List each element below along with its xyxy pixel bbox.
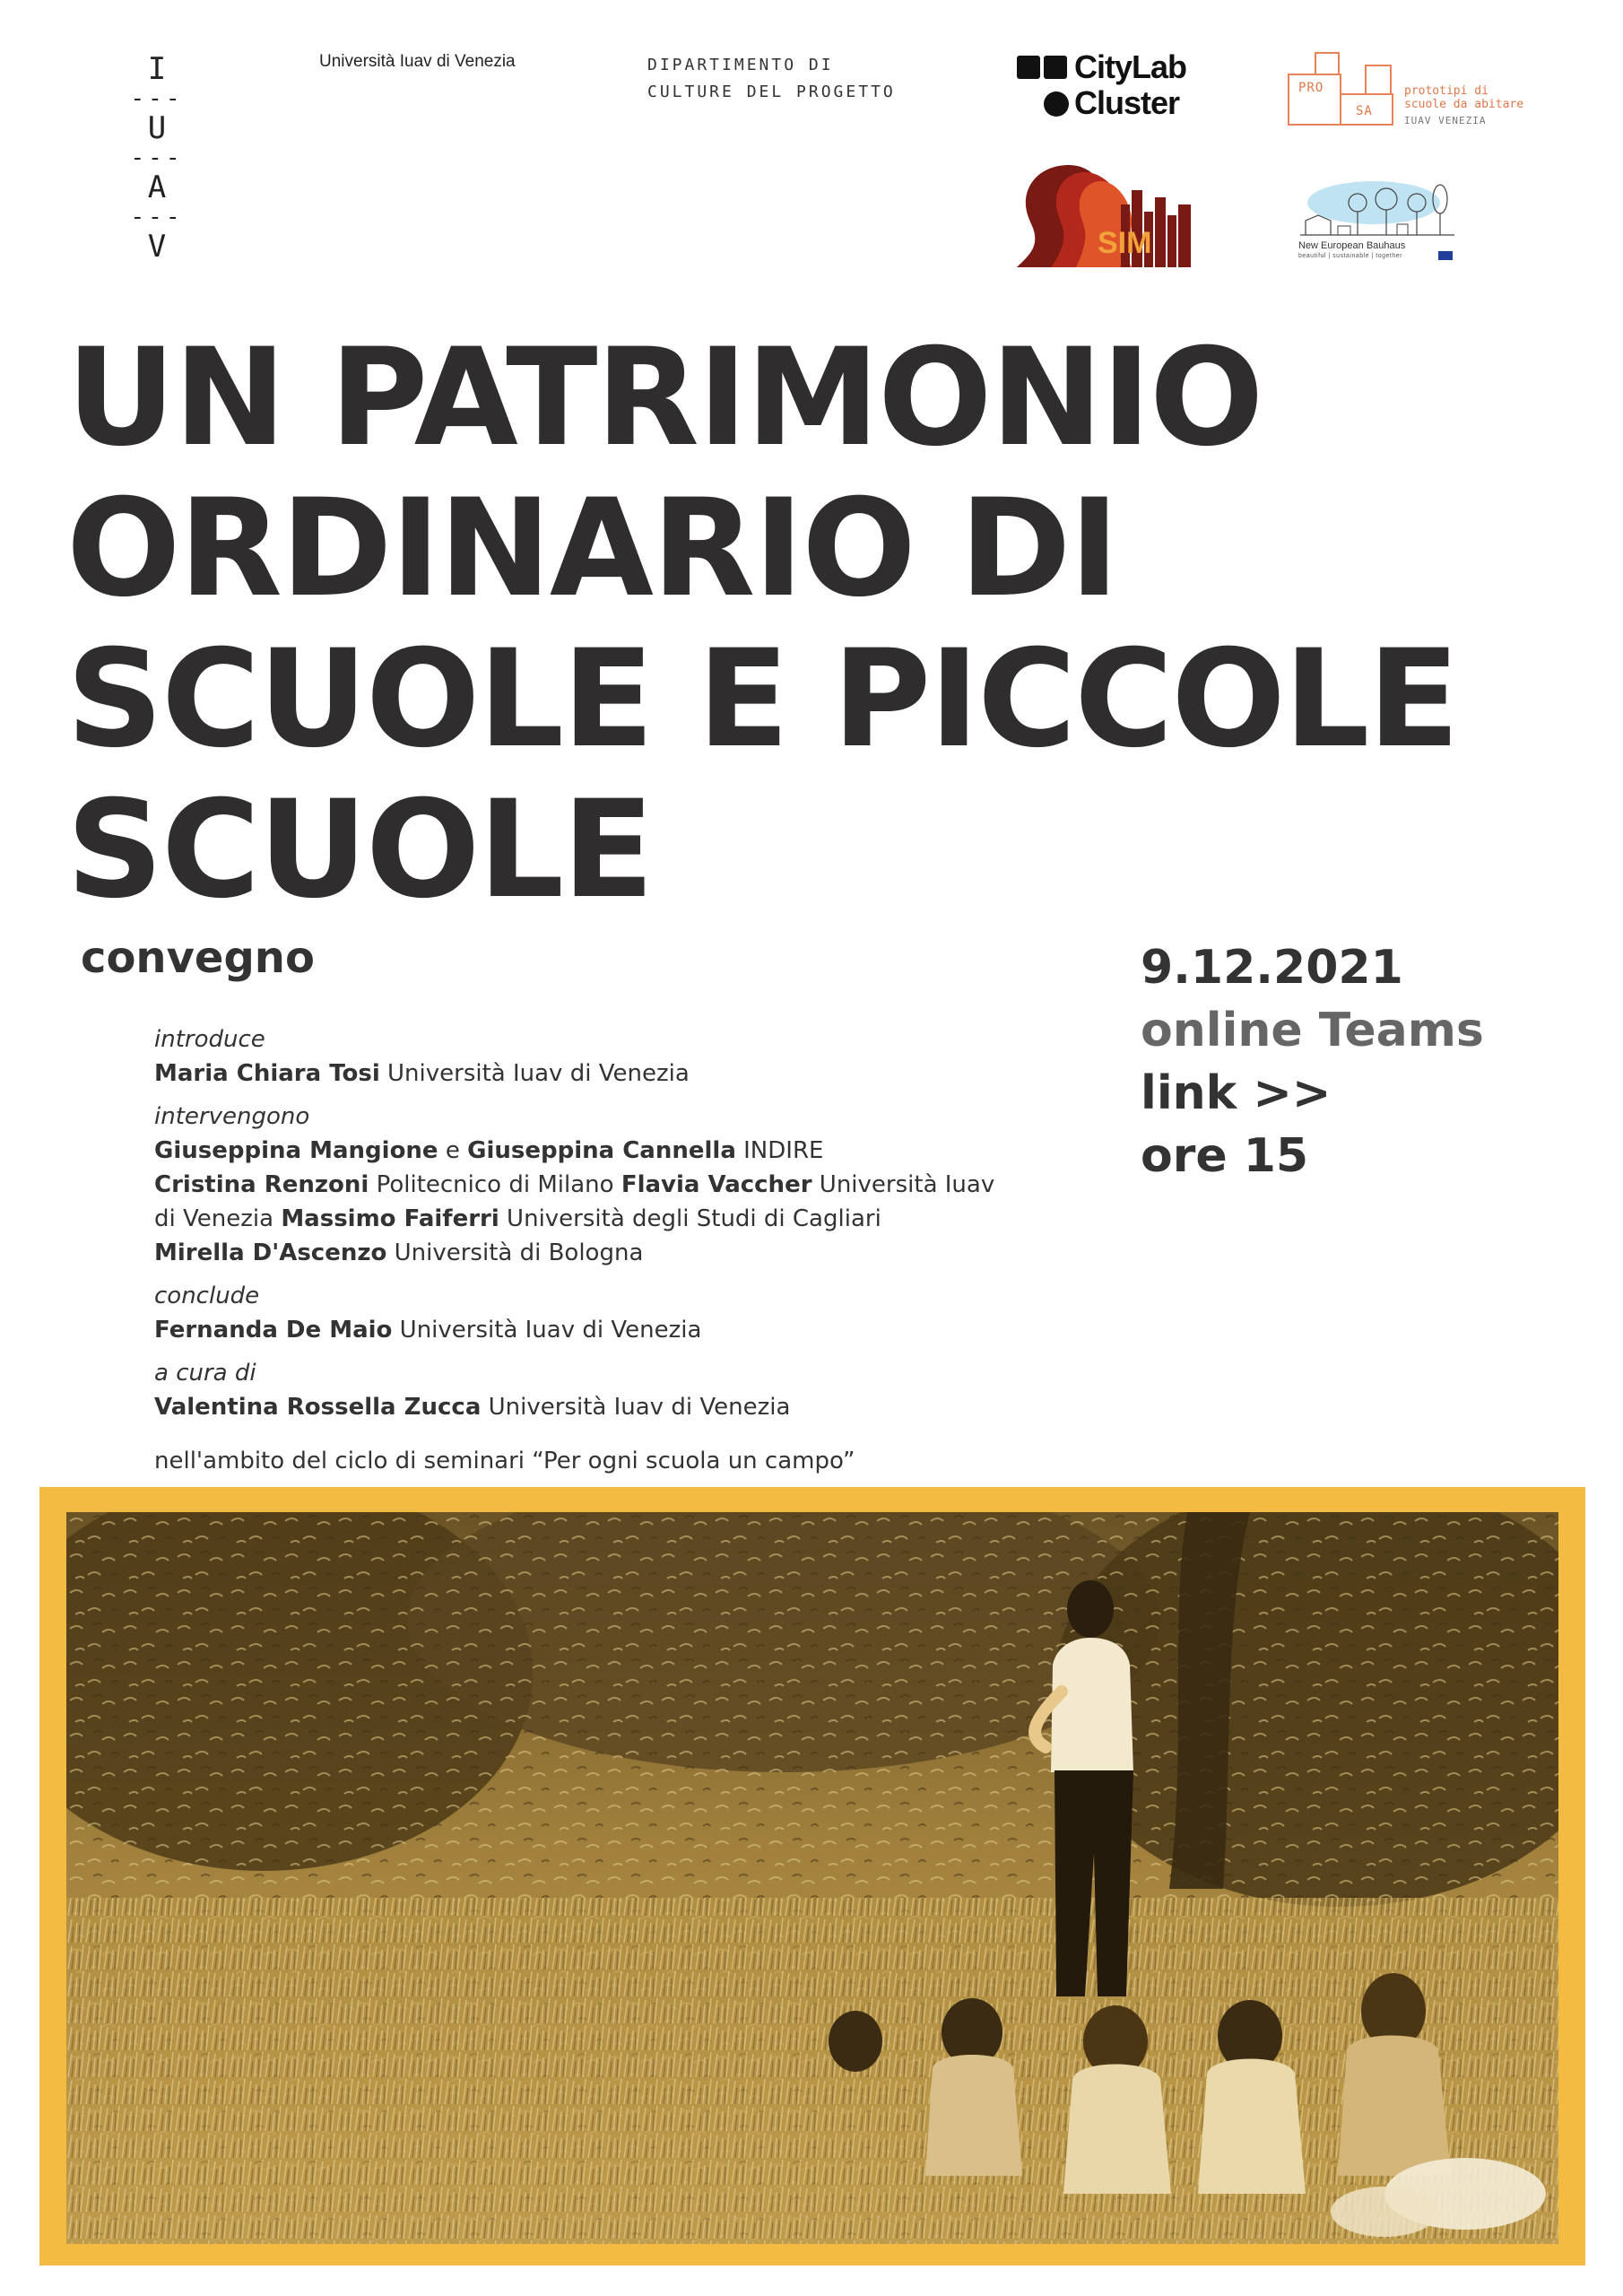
square-icon bbox=[1017, 56, 1040, 79]
sim-logo bbox=[1015, 160, 1194, 267]
event-photo bbox=[66, 1512, 1558, 2244]
role-label: a cura di bbox=[154, 1360, 256, 1387]
event-date: 9.12.2021 bbox=[1141, 941, 1403, 995]
speaker-name: Massimo Faiferri bbox=[281, 1205, 499, 1232]
speaker-name: Flavia Vaccher bbox=[621, 1171, 812, 1198]
new-european-bauhaus-logo bbox=[1297, 176, 1458, 262]
speaker-affiliation: di Venezia bbox=[154, 1205, 282, 1232]
speaker-affiliation: Università Iuav bbox=[812, 1171, 995, 1198]
iuav-dash: --- bbox=[130, 204, 184, 230]
event-platform: online Teams bbox=[1141, 1004, 1484, 1057]
department-name: DIPARTIMENTO DI CULTURE DEL PROGETTO bbox=[647, 56, 896, 101]
university-name: Università Iuav di Venezia bbox=[319, 52, 516, 71]
prosa-pro-label: PRO bbox=[1298, 81, 1324, 95]
program bbox=[154, 1022, 1033, 1478]
iuav-letter-v: V bbox=[147, 229, 167, 265]
eu-flag-icon bbox=[1438, 251, 1453, 260]
role-label: conclude bbox=[154, 1283, 260, 1309]
speaker-affiliation: Università Iuav di Venezia bbox=[392, 1317, 702, 1344]
speakers-section bbox=[154, 1100, 1033, 1270]
speaker-name: Giuseppina Cannella bbox=[467, 1137, 736, 1164]
event-info bbox=[1141, 936, 1484, 1187]
speaker-affiliation: INDIRE bbox=[735, 1137, 824, 1164]
prosa-sa-label: SA bbox=[1356, 104, 1373, 118]
prosa-description: prototipi di scuole da abitare bbox=[1404, 84, 1524, 111]
speaker-affiliation: Università degli Studi di Cagliari bbox=[499, 1205, 881, 1232]
speaker-affiliation: Politecnico di Milano bbox=[369, 1171, 621, 1198]
page-title bbox=[66, 320, 1591, 928]
square-icon bbox=[1044, 56, 1067, 79]
curator-section bbox=[154, 1356, 1033, 1424]
sim-text: SIM bbox=[1098, 226, 1152, 260]
prosa-logo bbox=[1288, 52, 1557, 127]
title-line: SCUOLE E PICCOLE bbox=[66, 622, 1458, 778]
speaker-name: Maria Chiara Tosi bbox=[154, 1060, 380, 1087]
title-line: ORDINARIO DI bbox=[66, 471, 1118, 627]
iuav-letter-a: A bbox=[147, 170, 167, 205]
role-label: introduce bbox=[154, 1026, 265, 1053]
curator-name: Valentina Rossella Zucca bbox=[154, 1394, 482, 1421]
iuav-logo bbox=[126, 49, 188, 266]
speaker-affiliation: Università Iuav di Venezia bbox=[379, 1060, 690, 1087]
iuav-letter-i: I bbox=[147, 51, 167, 87]
citylab-cluster-logo bbox=[1017, 50, 1232, 126]
iuav-dash: --- bbox=[130, 144, 184, 171]
role-label: intervengono bbox=[154, 1103, 310, 1130]
prosa-subtitle: IUAV VENEZIA bbox=[1404, 115, 1487, 126]
neb-title: New European Bauhaus bbox=[1298, 240, 1406, 251]
event-type: convegno bbox=[81, 933, 315, 983]
dot-icon bbox=[1044, 91, 1069, 117]
conjunction: e bbox=[438, 1137, 468, 1164]
speaker-name: Cristina Renzoni bbox=[154, 1171, 369, 1198]
speaker-name: Mirella D'Ascenzo bbox=[154, 1239, 387, 1266]
introduce-section bbox=[154, 1022, 1033, 1091]
title-line: SCUOLE bbox=[66, 772, 653, 928]
event-time: ore 15 bbox=[1141, 1129, 1309, 1183]
cluster-text: Cluster bbox=[1074, 84, 1180, 121]
photo-illustration bbox=[66, 1512, 1558, 2244]
neb-subtitle: beautiful | sustainable | together bbox=[1298, 253, 1402, 259]
conclude-section bbox=[154, 1279, 1033, 1347]
title-line: UN PATRIMONIO bbox=[66, 320, 1263, 476]
seminar-cycle-note: nell'ambito del ciclo di seminari “Per ogni scuola un campo” bbox=[154, 1448, 855, 1474]
iuav-dash: --- bbox=[130, 85, 184, 112]
speaker-affiliation: Università di Bologna bbox=[386, 1239, 644, 1266]
citylab-text: CityLab bbox=[1074, 48, 1187, 85]
speaker-name: Giuseppina Mangione bbox=[154, 1137, 438, 1164]
iuav-letter-u: U bbox=[147, 110, 167, 146]
bauhaus-sketch-icon bbox=[1297, 176, 1458, 240]
speaker-name: Fernanda De Maio bbox=[154, 1317, 393, 1344]
event-link[interactable]: link >> bbox=[1141, 1066, 1332, 1120]
photo-frame bbox=[39, 1487, 1585, 2266]
curator-affiliation: Università Iuav di Venezia bbox=[481, 1394, 791, 1421]
